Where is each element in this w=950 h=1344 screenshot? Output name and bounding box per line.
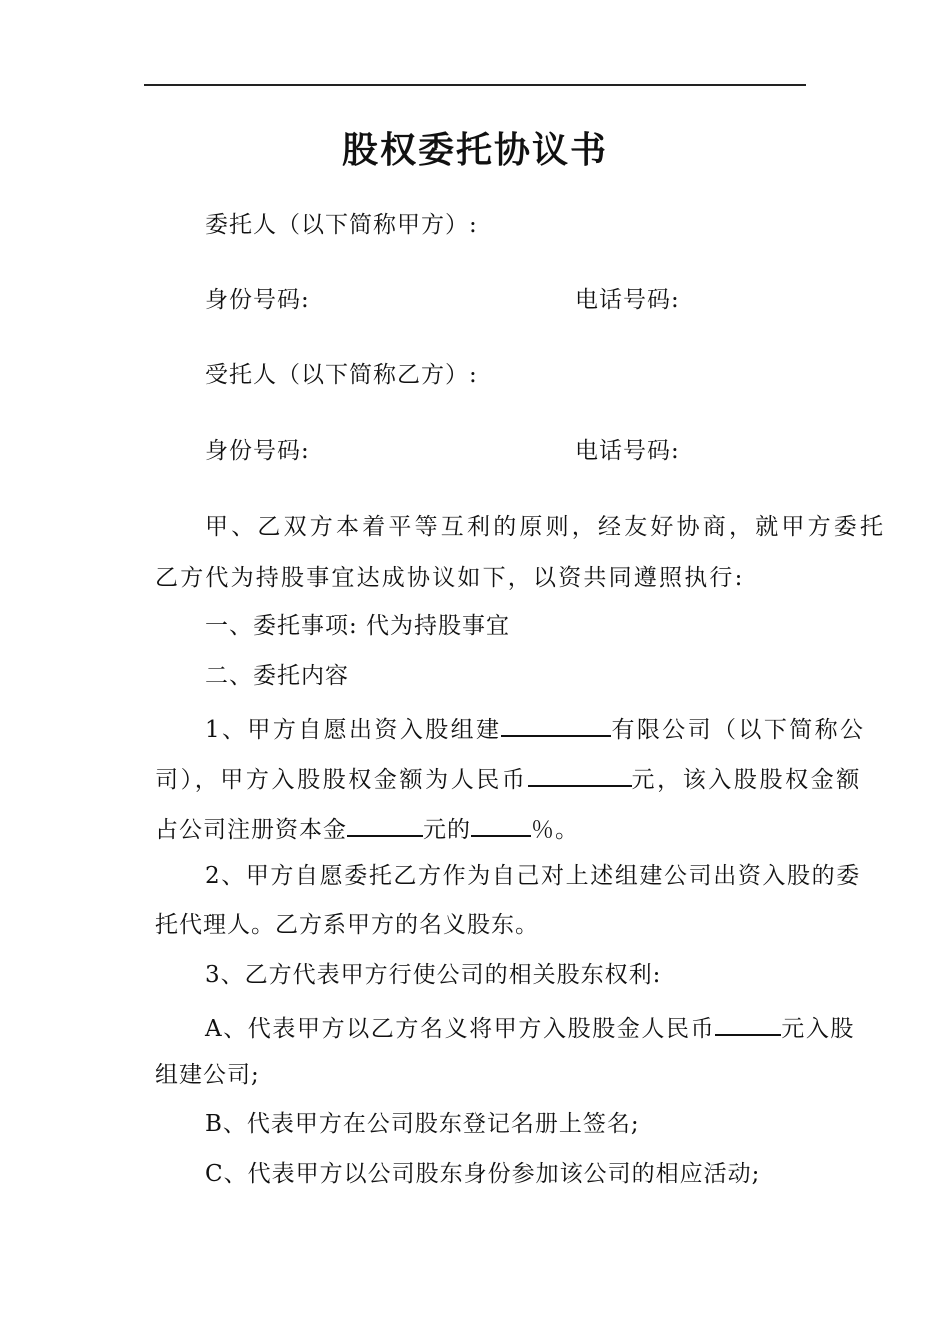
clause-2-line-2: 托代理人。乙方系甲方的名义股东。	[155, 912, 539, 938]
clause-3-heading: 3、乙方代表甲方行使公司的相关股东权利:	[205, 962, 662, 988]
item-a-line-1	[205, 1010, 855, 1044]
principal-phone-label: 电话号码:	[575, 287, 680, 313]
agent-phone-label: 电话号码:	[575, 438, 680, 464]
clause-1-text-f: 元的	[423, 817, 471, 843]
intro-line-1: 甲、乙双方本着平等互利的原则，经友好协商，就甲方委托	[205, 514, 887, 540]
clause-1-text-c: 司），甲方入股股权金额为人民币	[155, 767, 528, 793]
clause-1-text-a: 1、甲方自愿出资入股组建	[205, 717, 502, 743]
item-c-line: C、代表甲方以公司股东身份参加该公司的相应活动;	[205, 1161, 761, 1187]
section-1-heading: 一、委托事项: 代为持股事宜	[205, 613, 511, 639]
clause-1-text-d: 元，该入股股权金额	[631, 767, 862, 793]
registered-capital-blank	[347, 811, 423, 837]
item-a-text-a: A、代表甲方以乙方名义将甲方入股股金人民币	[205, 1016, 716, 1042]
item-a-line-2: 组建公司;	[155, 1062, 260, 1088]
clause-1-line-3	[155, 811, 579, 845]
company-name-blank	[501, 711, 611, 737]
principal-id-label: 身份号码:	[205, 287, 310, 313]
clause-1-line-2	[155, 761, 862, 795]
section-2-heading: 二、委托内容	[205, 663, 349, 689]
header-rule	[144, 84, 806, 86]
document-title: 股权委托协议书	[341, 130, 608, 171]
intro-line-2: 乙方代为持股事宜达成协议如下，以资共同遵照执行:	[155, 565, 745, 591]
clause-2-line-1: 2、甲方自愿委托乙方作为自己对上述组建公司出资入股的委	[205, 863, 861, 889]
share-capital-blank	[715, 1010, 781, 1036]
percentage-blank	[471, 811, 531, 837]
agent-label: 受托人（以下简称乙方）:	[205, 362, 478, 388]
item-a-text-b: 元入股	[781, 1016, 856, 1042]
agent-id-label: 身份号码:	[205, 438, 310, 464]
principal-label: 委托人（以下简称甲方）:	[205, 212, 478, 238]
clause-1-text-e: 占公司注册资本金	[155, 817, 347, 843]
equity-amount-blank	[528, 761, 632, 787]
clause-1-line-1	[205, 711, 865, 745]
item-b-line: B、代表甲方在公司股东登记名册上签名;	[205, 1111, 640, 1137]
clause-1-text-b: 有限公司（以下简称公	[611, 717, 866, 743]
clause-1-text-g: ％。	[531, 817, 579, 843]
